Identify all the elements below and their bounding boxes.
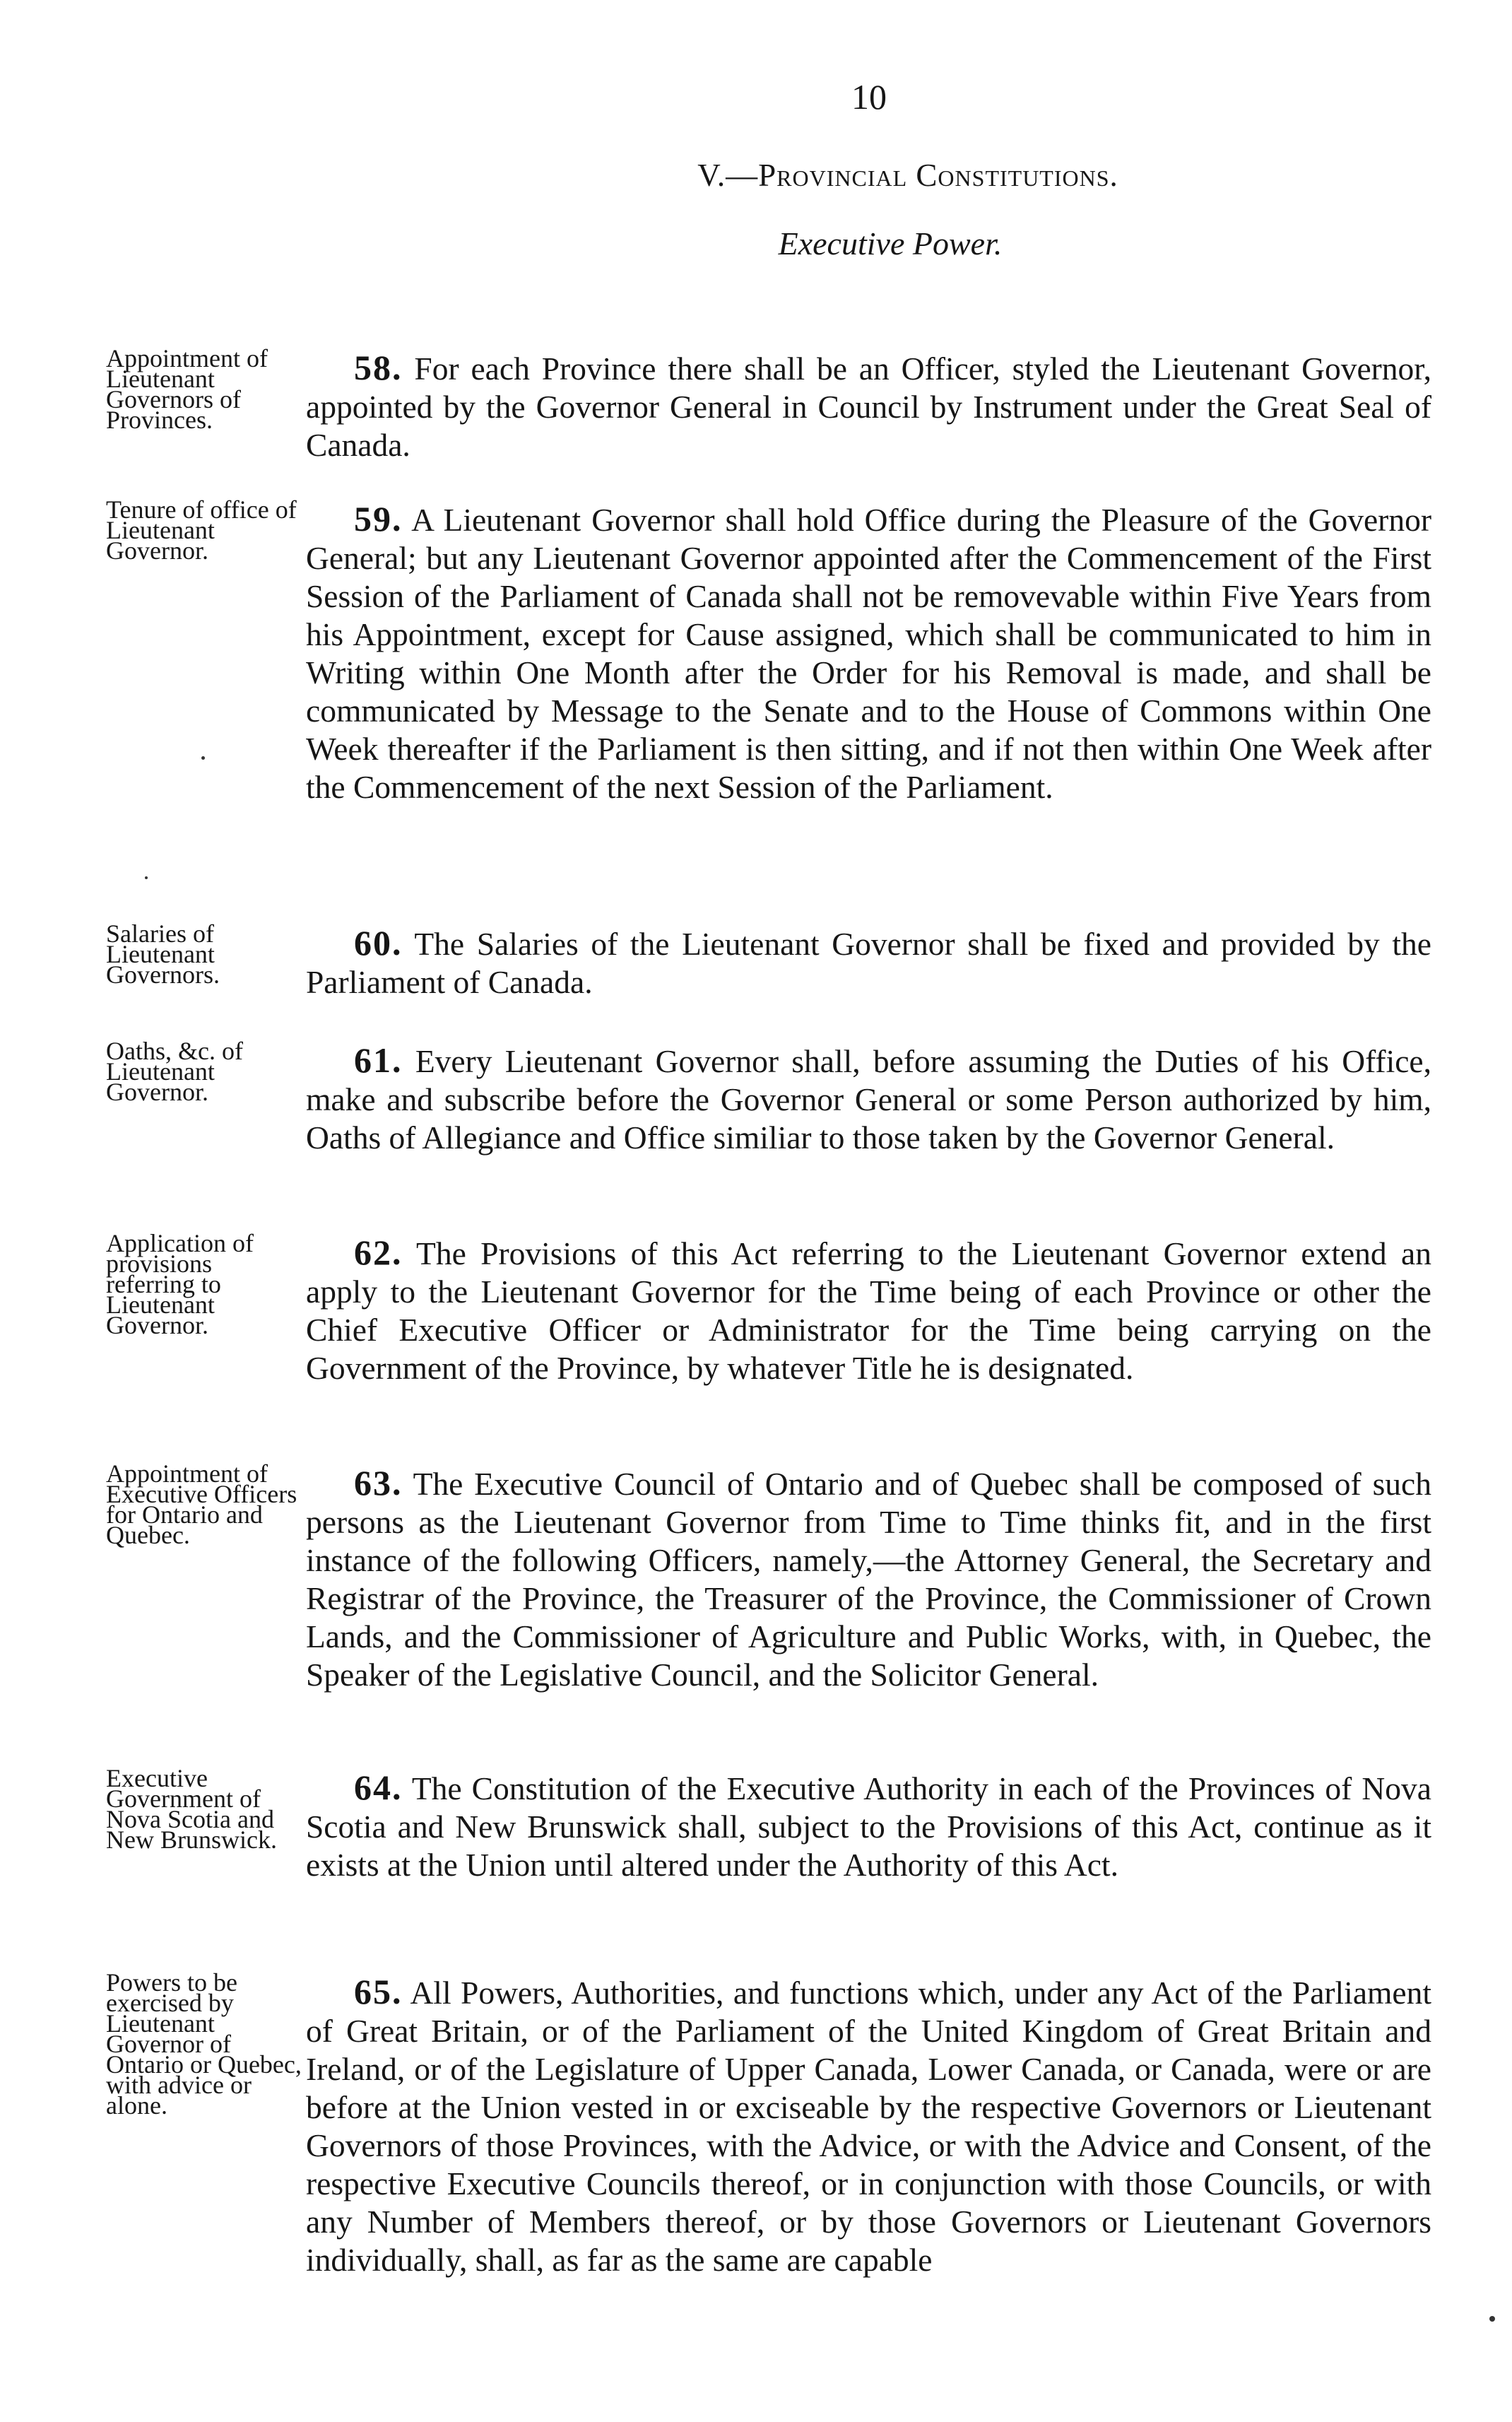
print-speck bbox=[145, 876, 148, 879]
section-number: 64. bbox=[354, 1768, 403, 1807]
section-number: 60. bbox=[354, 923, 403, 963]
section-text bbox=[306, 348, 1431, 464]
margin-note: Application of provisions referring to Lieutenant Governor. bbox=[106, 1229, 254, 1339]
margin-note: Oaths, &c. of Lieutenant Governor. bbox=[106, 1037, 243, 1106]
section-text bbox=[306, 1464, 1431, 1694]
section-text bbox=[306, 1041, 1431, 1157]
section-number: 59. bbox=[354, 499, 403, 539]
section-body: A Lieutenant Governor shall hold Office during the Pleasure of the Governor General; but any Lieutenant Governor appointed after the Commencement of the First Session of the Parliament of Canada shall not be removevable within Five Years from his Appointment, except for Cause assigned, which shall be communicated to him in Writing within One Month after the Order for his Removal is made, and shall be communicated by Message to the Senate and to the House of Commons within One Week thereafter if the Parliament is then sitting, and if not then within One Week after the Commencement of the next Session of the Parliament. bbox=[306, 502, 1431, 805]
part-heading: V.—Provincial Constitutions. bbox=[697, 158, 1118, 193]
margin-note: Appointment of Executive Officers for Ontario and Quebec. bbox=[106, 1459, 297, 1549]
section-text bbox=[306, 1768, 1431, 1884]
section-number: 65. bbox=[354, 1972, 403, 2011]
margin-note: Executive Government of Nova Scotia and New Brunswick. bbox=[106, 1764, 277, 1854]
section-body: The Provisions of this Act referring to the Lieutenant Governor extend an apply to the Lieutenant Governor for the Time being of each Province or other the Chief Executive Officer or Administrator for the Time being carrying on the Government of the Province, by whatever Title he is designated. bbox=[306, 1235, 1431, 1386]
section-text bbox=[306, 1973, 1431, 2279]
section-body: Every Lieutenant Governor shall, before assuming the Duties of his Office, make and subscribe before the Governor General or some Person authorized by him, Oaths of Allegiance and Office similiar to those taken by the Governor General. bbox=[306, 1043, 1431, 1156]
margin-note: Tenure of office of Lieutenant Governor. bbox=[106, 495, 297, 565]
section-text bbox=[306, 500, 1431, 806]
print-speck bbox=[1489, 2316, 1495, 2322]
margin-note: Salaries of Lieutenant Governors. bbox=[106, 919, 220, 989]
section-body: The Constitution of the Executive Authority in each of the Provinces of Nova Scotia and New Brunswick shall, subject to the Provisions of this Act, continue as it exists at the Union until altered under the Authority of this Act. bbox=[306, 1770, 1431, 1883]
margin-note: Powers to be exercised by Lieutenant Governor of Ontario or Quebec, with advice or alone. bbox=[106, 1968, 302, 2120]
section-number: 63. bbox=[354, 1463, 403, 1503]
section-text bbox=[306, 1233, 1431, 1387]
margin-note: Appointment of Lieutenant Governors of Provinces. bbox=[106, 344, 268, 434]
page-number: 10 bbox=[851, 77, 887, 117]
section-body: The Salaries of the Lieutenant Governor shall be fixed and provided by the Parliament of Canada. bbox=[306, 926, 1431, 1000]
section-body: The Executive Council of Ontario and of Quebec shall be composed of such persons as the Lieutenant Governor from Time to Time thinks fit, and in the first instance of the following Officers, namely,—the Attorney General, the Secretary and Registrar of the Province, the Treasurer of the Province, the Commissioner of Crown Lands, and the Commissioner of Agriculture and Public Works, with, in Quebec, the Speaker of the Legislative Council, and the Solicitor General. bbox=[306, 1466, 1431, 1693]
section-number: 58. bbox=[354, 348, 403, 387]
section-number: 62. bbox=[354, 1233, 403, 1272]
section-text bbox=[306, 924, 1431, 1001]
executive-power-subheading: Executive Power. bbox=[778, 225, 1003, 261]
section-body: For each Province there shall be an Officer, styled the Lieutenant Governor, appointed by the Governor General in Council by Instrument under the Great Seal of Canada. bbox=[306, 351, 1431, 463]
section-number: 61. bbox=[354, 1040, 403, 1080]
print-speck bbox=[201, 756, 205, 760]
section-body: All Powers, Authorities, and functions which, under any Act of the Parliament of Great Britain, or of the Parliament of the United Kingdom of Great Britain and Ireland, or of the Legislature of Upper Canada, Lower Canada, or Canada, were or are before at the Union vested in or exciseable by the respective Governors or Lieutenant Governors of those Provinces, with the Advice, or with the Advice and Consent, of the respective Executive Councils thereof, or in conjunction with those Councils, or with any Number of Members thereof, or by those Governors or Lieutenant Governors individually, shall, as far as the same are capable bbox=[306, 1975, 1431, 2278]
